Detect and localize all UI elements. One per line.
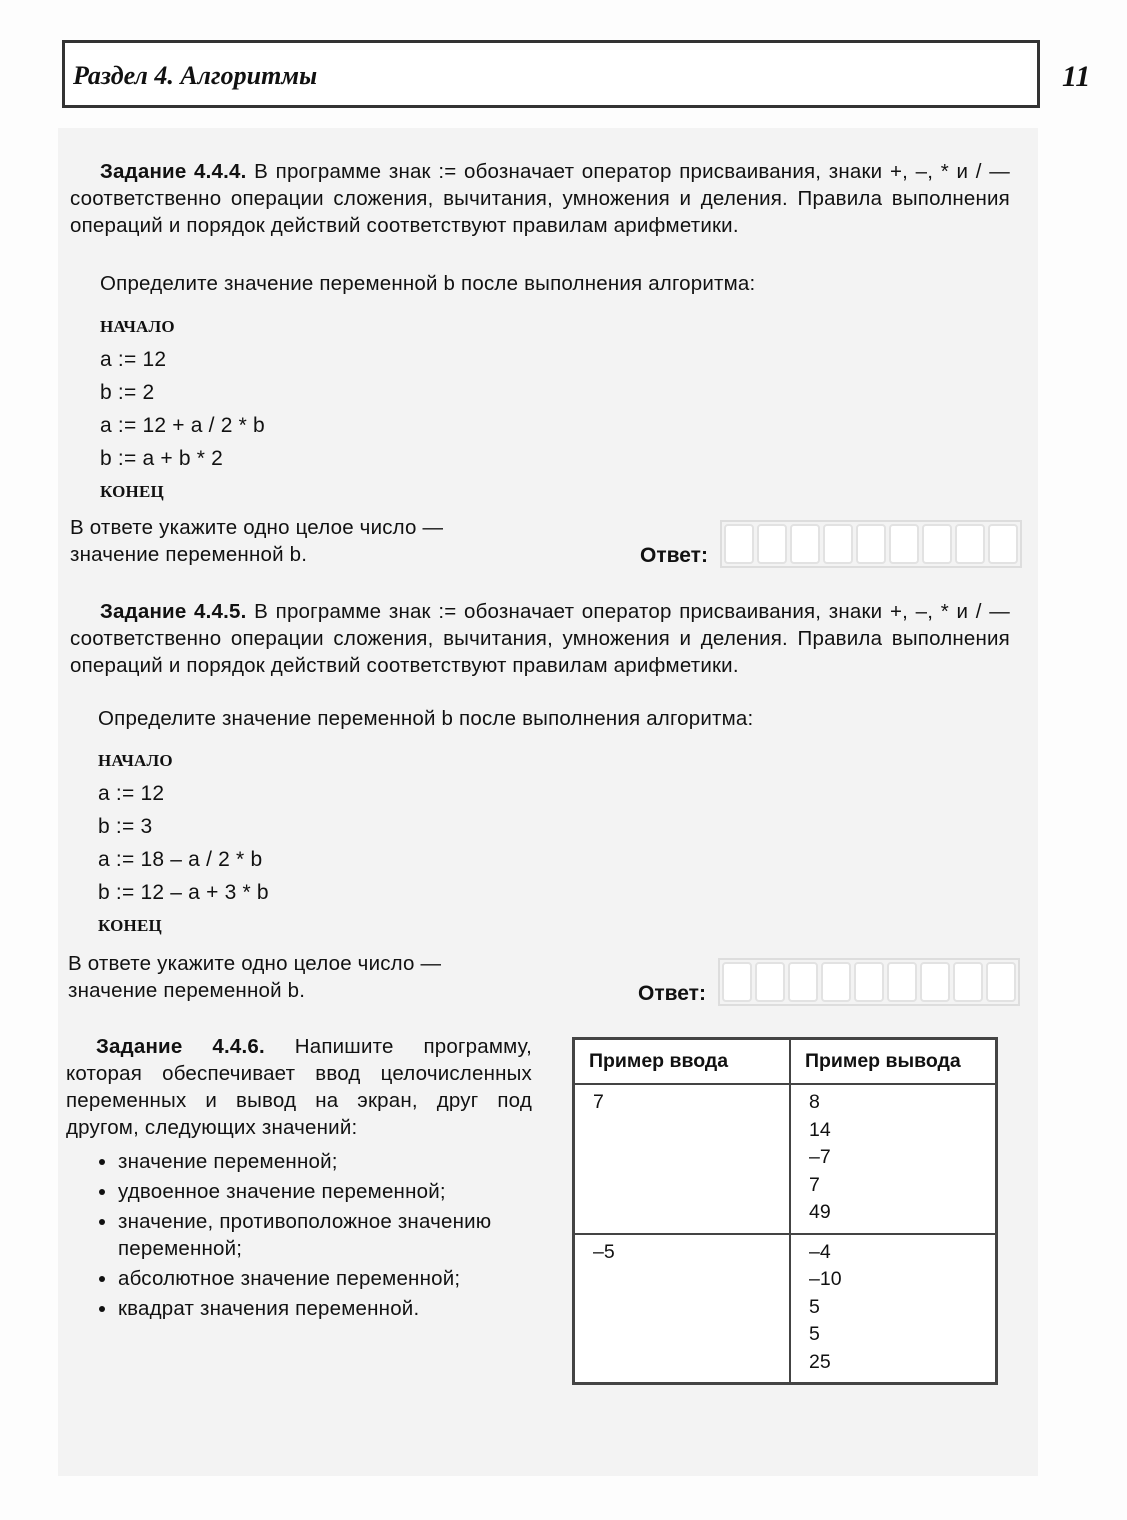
task-question: Определите значение переменной b после выполнения алгоритма: [100,272,756,295]
task-label: Задание 4.4.5. [100,600,247,623]
input-cell: –5 [574,1234,791,1384]
algorithm-code [98,744,269,942]
table-row [574,1084,997,1234]
list-item: • абсолютное значение переменной; [118,1265,536,1292]
instruction-line: В ответе укажите одно целое число — [70,516,444,539]
column-header: Пример ввода [574,1039,791,1085]
code-line: НАЧАЛО [100,317,175,336]
answer-instruction [70,514,443,568]
section-title: Раздел 4. Алгоритмы [73,61,318,90]
code-line: a := 12 + a / 2 * b [100,414,265,437]
task-4-4-4-statement [70,158,1010,239]
table-row [574,1234,997,1384]
page-number: 11 [1062,60,1091,93]
list-item: • квадрат значения переменной. [118,1295,536,1322]
code-line: a := 18 – a / 2 * b [98,848,263,871]
task-label: Задание 4.4.4. [100,160,247,183]
instruction-line: значение переменной b. [68,979,306,1002]
task-question: Определите значение переменной b после выполнения алгоритма: [98,707,754,730]
code-line: b := 2 [100,381,155,404]
code-line: b := 3 [98,815,153,838]
task-text: В программе знак := обозначает оператор присваивания, знаки +, –, * и / — соответственно операции сложения, вычитания, умножения и деления. Правила выполнения операций и порядок действий соответствуют правилам арифметики. [70,160,1010,237]
task-4-4-5-statement [70,598,1010,679]
instruction-line: В ответе укажите одно целое число — [68,952,442,975]
code-line: КОНЕЦ [100,482,164,501]
answer-label: Ответ: [640,544,708,567]
task-label: Задание 4.4.6. [96,1035,265,1058]
list-item: • значение, противоположное значению переменной; [118,1208,536,1262]
answer-label: Ответ: [638,982,706,1005]
answer-input[interactable] [720,520,1022,568]
instruction-line: значение переменной b. [70,543,308,566]
answer-input[interactable] [718,958,1020,1006]
output-cell: 8 14 –7 7 49 [790,1084,997,1234]
code-line: b := a + b * 2 [100,447,224,470]
answer-area [640,520,1022,568]
list-item: • удвоенное значение переменной; [118,1178,536,1205]
answer-area [638,958,1020,1006]
output-cell: –4 –10 5 5 25 [790,1234,997,1384]
code-line: b := 12 – a + 3 * b [98,881,269,904]
code-line: КОНЕЦ [98,916,162,935]
code-line: a := 12 [100,348,167,371]
list-item: • значение переменной; [118,1148,536,1175]
task-4-4-6-statement [66,1033,532,1141]
code-line: a := 12 [98,782,165,805]
task-text: В программе знак := обозначает оператор присваивания, знаки +, –, * и / — соответственно операции сложения, вычитания, умножения и деления. Правила выполнения операций и порядок действий соответствуют правилам арифметики. [70,600,1010,677]
column-header: Пример вывода [790,1039,997,1085]
answer-instruction [68,950,441,1004]
io-examples-table [572,1037,998,1385]
section-header [62,40,1040,108]
input-cell: 7 [574,1084,791,1234]
code-line: НАЧАЛО [98,751,173,770]
requirements-list [96,1148,536,1325]
task-text: Напишите программу, которая обеспечивает ввод целочисленных переменных и вывод на экран, друг под другом, следующих значений: [66,1035,532,1139]
algorithm-code [100,310,265,508]
